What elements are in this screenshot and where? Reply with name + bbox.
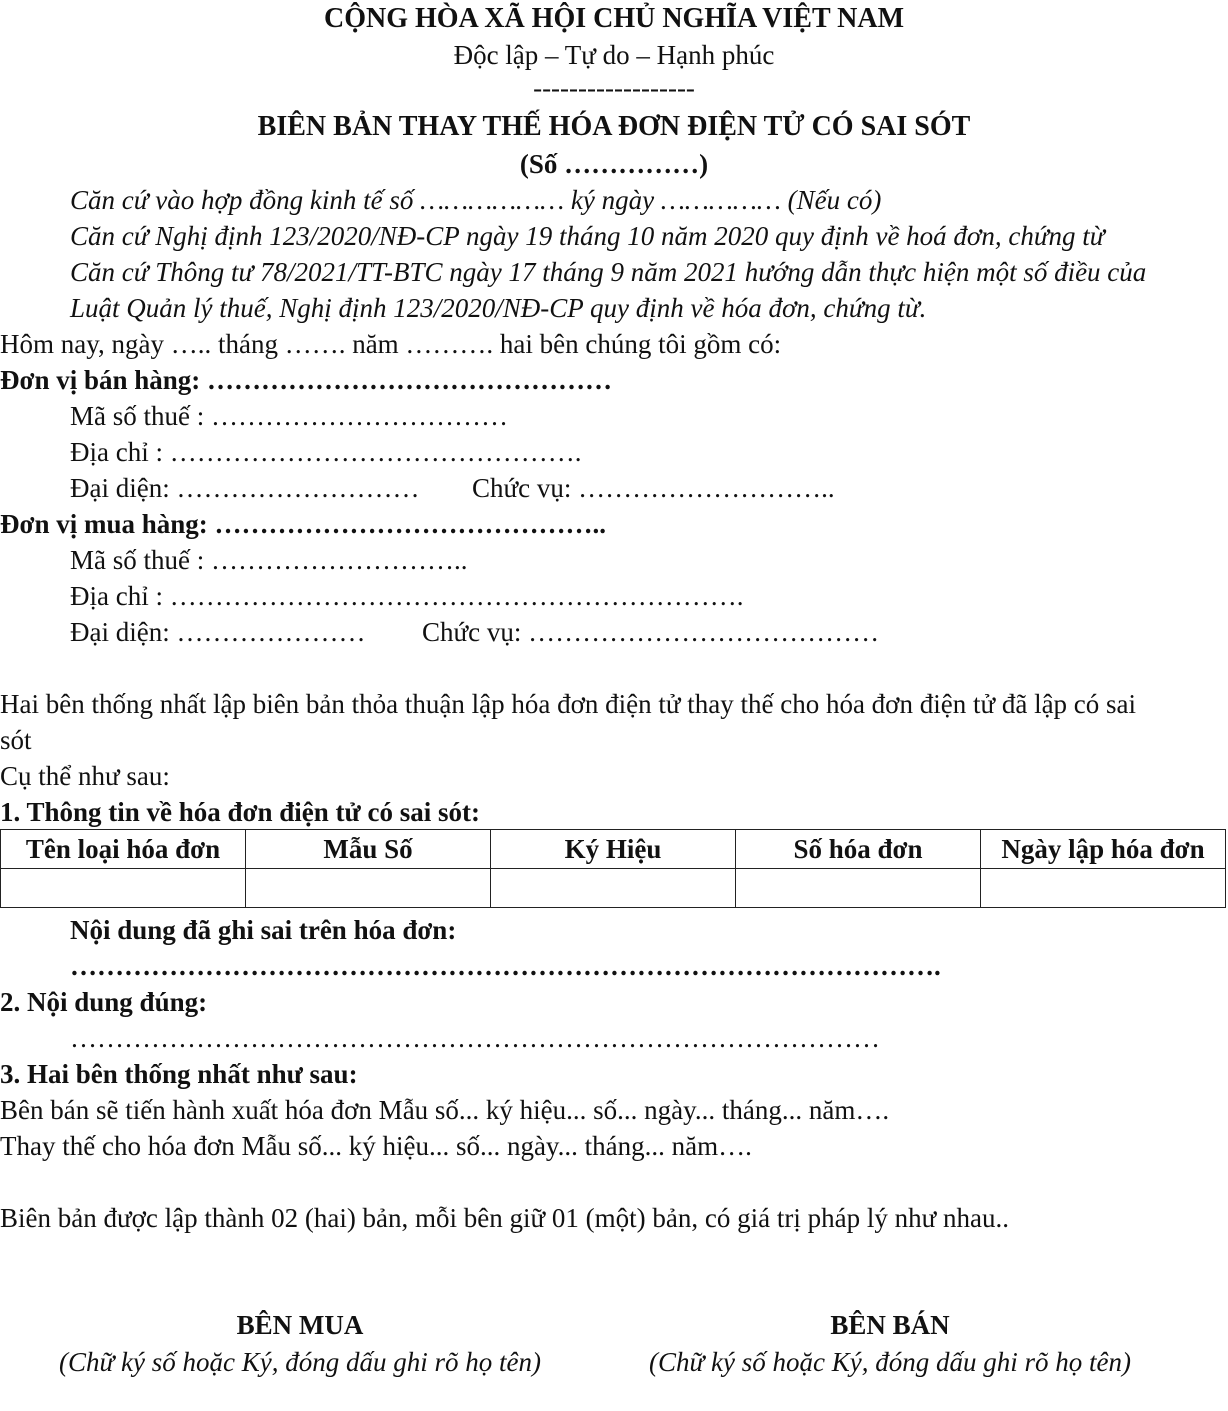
cell-template-number bbox=[246, 869, 491, 908]
column-template-number: Mẫu Số bbox=[246, 830, 491, 869]
seller-position: Chức vụ: ……………………….. bbox=[472, 473, 835, 503]
table-row bbox=[1, 869, 1226, 908]
invoice-table bbox=[0, 829, 1226, 908]
legal-basis-contract: Căn cứ vào hợp đồng kinh tế số ……………… ký ngày …………… (Nếu có) bbox=[70, 185, 882, 215]
cell-invoice-number bbox=[736, 869, 981, 908]
buyer-signature-note: (Chữ ký số hoặc Ký, đóng dấu ghi rõ họ tên) bbox=[59, 1347, 541, 1377]
today-line: Hôm nay, ngày ….. tháng ……. năm ………. hai bên chúng tôi gồm có: bbox=[0, 329, 782, 359]
column-invoice-number: Số hóa đơn bbox=[736, 830, 981, 869]
document-title: BIÊN BẢN THAY THẾ HÓA ĐƠN ĐIỆN TỬ CÓ SAI SÓT bbox=[257, 111, 971, 142]
correct-content-dots: ……………………………………………………………………………… bbox=[70, 1023, 880, 1053]
seller-address: Địa chỉ : ………………………………………. bbox=[70, 437, 582, 467]
section-3-title: 3. Hai bên thống nhất như sau: bbox=[0, 1059, 358, 1089]
buyer-tax-code: Mã số thuế : ……………………….. bbox=[70, 545, 468, 575]
legal-basis-decree: Căn cứ Nghị định 123/2020/NĐ-CP ngày 19 tháng 10 năm 2020 quy định về hoá đơn, chứng từ bbox=[70, 221, 1105, 251]
section-2-title: 2. Nội dung đúng: bbox=[0, 987, 208, 1017]
table-header-row bbox=[1, 830, 1226, 869]
cell-invoice-date bbox=[981, 869, 1226, 908]
agreement-text-cont: sót bbox=[0, 725, 32, 755]
separator: ------------------ bbox=[533, 73, 695, 103]
legal-basis-circular-cont: Luật Quản lý thuế, Nghị định 123/2020/NĐ-CP quy định về hóa đơn, chứng từ. bbox=[70, 293, 927, 323]
seller-tax-code: Mã số thuế : …………………………… bbox=[70, 401, 508, 431]
legal-basis-circular: Căn cứ Thông tư 78/2021/TT-BTC ngày 17 tháng 9 năm 2021 hướng dẫn thực hiện một số điều của bbox=[70, 257, 1147, 287]
closing-statement: Biên bản được lập thành 02 (hai) bản, mỗi bên giữ 01 (một) bản, có giá trị pháp lý như nhau.. bbox=[0, 1203, 1009, 1233]
seller-representative: Đại diện: ……………………… bbox=[70, 473, 420, 503]
motto: Độc lập – Tự do – Hạnh phúc bbox=[453, 40, 775, 70]
buyer-representative: Đại diện: ………………… bbox=[70, 617, 366, 647]
column-invoice-type: Tên loại hóa đơn bbox=[1, 830, 246, 869]
cell-invoice-type bbox=[1, 869, 246, 908]
seller-label: Đơn vị bán hàng: ……………………………………… bbox=[0, 365, 613, 395]
buyer-address: Địa chỉ : ………………………………………………………. bbox=[70, 581, 744, 611]
section-1-title: 1. Thông tin về hóa đơn điện tử có sai sót: bbox=[0, 797, 480, 827]
cell-symbol bbox=[491, 869, 736, 908]
seller-signature-title: BÊN BÁN bbox=[830, 1310, 950, 1340]
seller-signature-note: (Chữ ký số hoặc Ký, đóng dấu ghi rõ họ tên) bbox=[649, 1347, 1131, 1377]
replacement-line: Thay thế cho hóa đơn Mẫu số... ký hiệu... số... ngày... tháng... năm…. bbox=[0, 1131, 752, 1161]
details-intro: Cụ thể như sau: bbox=[0, 761, 170, 791]
wrong-content-label: Nội dung đã ghi sai trên hóa đơn: bbox=[70, 915, 457, 945]
column-symbol: Ký Hiệu bbox=[491, 830, 736, 869]
buyer-label: Đơn vị mua hàng: …………………………………….. bbox=[0, 509, 606, 539]
column-invoice-date: Ngày lập hóa đơn bbox=[981, 830, 1226, 869]
buyer-signature-title: BÊN MUA bbox=[236, 1310, 364, 1340]
agreement-text: Hai bên thống nhất lập biên bản thỏa thuận lập hóa đơn điện tử thay thế cho hóa đơn điện tử đã lập có sai bbox=[0, 689, 1137, 719]
document-number: (Số ……………) bbox=[519, 149, 709, 179]
buyer-position: Chức vụ: ………………………………… bbox=[422, 617, 880, 647]
country-name: CỘNG HÒA XÃ HỘI CHỦ NGHĨA VIỆT NAM bbox=[323, 3, 905, 34]
wrong-content-dots: ……………………………………………………………………………………. bbox=[70, 951, 941, 981]
seller-action-line: Bên bán sẽ tiến hành xuất hóa đơn Mẫu số... ký hiệu... số... ngày... tháng... năm…. bbox=[0, 1095, 890, 1125]
